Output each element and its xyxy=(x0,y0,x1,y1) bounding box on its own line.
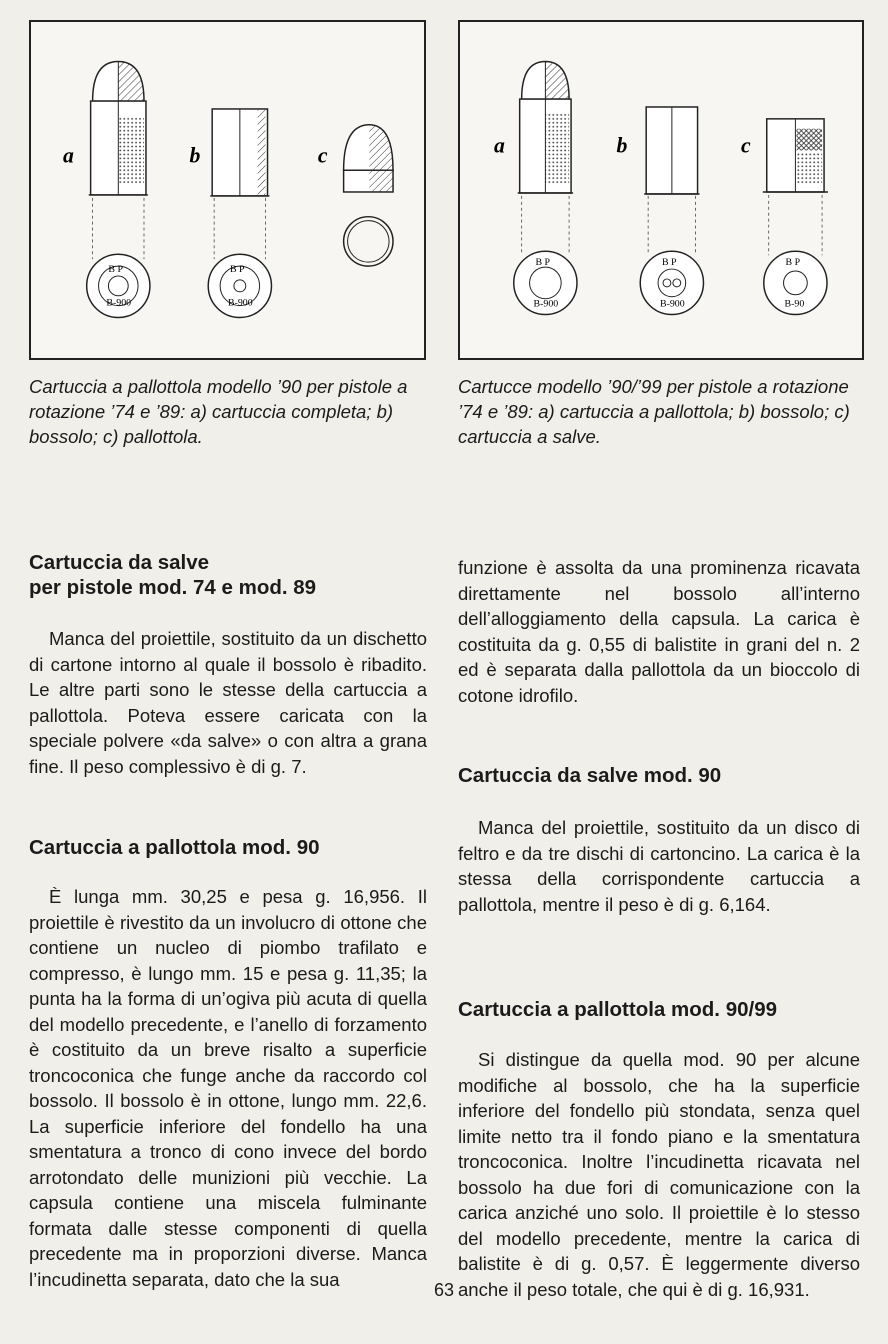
section-title-salve-90: Cartuccia da salve mod. 90 xyxy=(458,764,722,787)
stamp-bottom-a-right: B-900 xyxy=(533,298,559,310)
section-body-pallottola-90: È lunga mm. 30,25 e pesa g. 16,956. Il proiettile è rivestito da un involucro di ottone che contiene un nucleo di piombo trafilato e compresso, è lungo mm. 15 e pesa g. 11,35; la punta ha la forma di un’ogiva più acuta di quella del modello precedente, e l’anello di forzamento è costituito da un breve risalto a superficie troncoconica che funge anche da raccordo col bossolo. Il bossolo è in ottone, lungo mm. 22,6. La superficie inferiore del fondello ha una smentatura a tronco di cono invece del bordo arrotondato delle munizioni più vecchie. La capsula contiene una miscela fulminante formata dalle stesse componenti di quella precedente ma in proporzioni diverse. Manca l’incudinetta separata, dato che la sua xyxy=(29,886,427,1290)
section-title-line1: Cartuccia da salve xyxy=(29,551,210,574)
section-title-pallottola-90-99: Cartuccia a pallottola mod. 90/99 xyxy=(458,998,777,1021)
right-column xyxy=(458,555,860,1302)
figure-right xyxy=(458,20,864,360)
section-title-line2: per pistole mod. 74 e mod. 89 xyxy=(29,576,317,599)
cartridge-drawing-right xyxy=(460,22,862,358)
label-b-left: b xyxy=(189,143,201,168)
left-column xyxy=(29,550,427,1292)
stamp-top-b-right: B P xyxy=(661,257,677,269)
stamp-bottom-c-right: B-90 xyxy=(784,298,805,310)
section-body-salve-90: Manca del proiettile, sostituito da un disco di feltro e da tre dischi di cartoncino. La carica è la stessa della corrispondente cartuccia a pallottola, mentre il peso è di g. 6,164. xyxy=(458,817,860,915)
label-b-right: b xyxy=(616,133,628,158)
section-title-pallottola-90: Cartuccia a pallottola mod. 90 xyxy=(29,836,320,859)
figure-left xyxy=(29,20,426,360)
stamp-bottom-b-right: B-900 xyxy=(660,298,685,310)
section-title-salve-74-89 xyxy=(29,550,427,600)
label-c-right: c xyxy=(741,133,751,158)
stamp-top-a-left: B P xyxy=(108,264,123,276)
continuation-text: funzione è assolta da una prominenza ricavata direttamente nel bossolo all’interno dell’alloggiamento della capsula. La carica è costituita da g. 0,55 di balistite in grani del n. 2 ed è separata dalla pallottola da un bioccolo di cotone idrofilo. xyxy=(458,557,860,706)
stamp-top-c-right: B P xyxy=(785,257,801,269)
caption-right: Cartucce modello ’90/’99 per pistole a rotazione ’74 e ’89: a) cartuccia a pallottola; b) bossolo; c) cartuccia a salve. xyxy=(458,376,850,447)
label-a-left: a xyxy=(62,143,74,168)
stamp-top-b-left: B P xyxy=(229,264,245,276)
page-number: 63 xyxy=(433,1280,455,1300)
section-body-salve-74-89: Manca del proiettile, sostituito da un dischetto di cartone intorno al quale il bossolo è ribadito. Le altre parti sono le stesse della cartuccia a pallottola. Poteva essere caricata con la speciale polvere «da salve» o con altra a grana fine. Il peso complessivo è di g. 7. xyxy=(29,628,427,777)
stamp-bottom-b-left: B-900 xyxy=(227,297,253,309)
cartridge-drawing-left xyxy=(31,22,424,358)
label-a-right: a xyxy=(493,133,505,158)
stamp-top-a-right: B P xyxy=(535,257,551,269)
section-body-pallottola-90-99: Si distingue da quella mod. 90 per alcune modifiche al bossolo, che ha la superficie inferiore del fondello più stondata, senza quel limite netto tra il fondo piano e la smentatura troncoconica. Inoltre l’incudinetta ricavata nel bossolo ha due fori di comunicazione con la carica anziché uno solo. Il proiettile è lo stesso del modello precedente, mentre la carica di balistite è di g. 0,57. È leggermente diverso anche il peso totale, che qui è di g. 16,931. xyxy=(458,1049,860,1300)
label-c-left: c xyxy=(317,143,328,168)
caption-left: Cartuccia a pallottola modello ’90 per pistole a rotazione ’74 e ’89: a) cartuccia completa; b) bossolo; c) pallottola. xyxy=(29,376,408,447)
stamp-bottom-a-left: B-900 xyxy=(106,297,132,309)
